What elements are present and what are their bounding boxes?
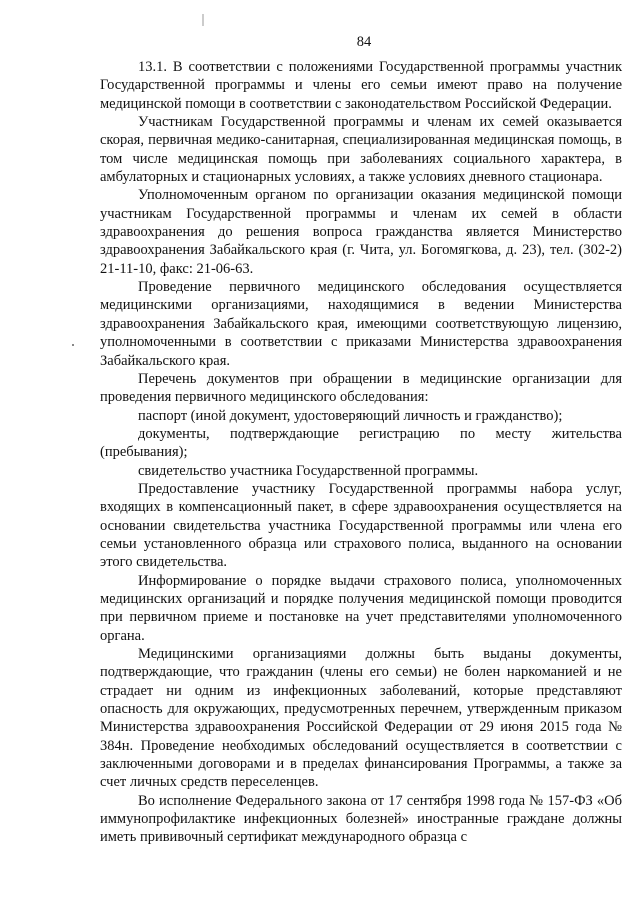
margin-mark — [72, 344, 74, 346]
paragraph-primary-examination: Проведение первичного медицинского обследования осуществляется медицинскими организациями, находящимися в ведении Министерства здравоохранения Забайкальского края, имеющими соответствующую лицензию, уполномоченными в соответствии с приказами Министерства здравоохранения Забайкальского края. — [100, 279, 622, 369]
list-item-participant-certificate: свидетельство участника Государственной программы. — [138, 462, 479, 479]
paragraph-compensation-package: Предоставление участнику Государственной программы набора услуг, входящих в компенсационный пакет, в сфере здравоохранения осуществляется на основании свидетельства участника Государственной программы или члена его семьи установленного образца или страхового полиса, выданного на основании этого свидетельства. — [100, 480, 622, 571]
paragraph-medical-care-types: Участникам Государственной программы и членам их семей оказывается скорая, первичная медико-санитарная, специализированная медицинская помощь, в том числе медицинская помощь при заболеваниях социального характера, в амбулаторных и стационарных условиях, а также условиях дневного стационара. — [100, 114, 622, 186]
paragraph-health-documents: Медицинскими организациями должны быть выданы документы, подтверждающие, что гражданин (члены его семьи) не болен наркоманией и не страдает ни одним из инфекционных заболеваний, которые представляют опасность для окружающих, предусмотренных перечнем, утвержденным приказом Министерства здравоохранения Российской Федерации от 29 июня 2015 года № 384н. Проведение необходимых обследований осуществляется в соответствии с заключенными договорами и в пределах финансирования Программы, а также за счет личных средств переселенцев. — [100, 646, 622, 791]
paragraph-section-13-1: 13.1. В соответствии с положениями Государственной программы участник Государственной программы и члены его семьи имеют право на получение медицинской помощи в соответствии с законодательством Российской Федерации. — [100, 59, 622, 112]
paragraph-insurance-info: Информирование о порядке выдачи страхового полиса, уполномоченных медицинских организаций и порядке получения медицинской помощи проводится при первичном приеме и постановке на учет представителями уполномоченного органа. — [100, 572, 622, 644]
scan-artifact — [202, 14, 204, 26]
document-body — [100, 58, 622, 847]
paragraph-documents-list-intro: Перечень документов при обращении в медицинские организации для проведения первичного медицинского обследования: — [100, 370, 622, 406]
paragraph-authorized-body: Уполномоченным органом по организации оказания медицинской помощи участникам Государственной программы и членам их семей в области здравоохранения до решения вопроса гражданства является Министерство здравоохранения Забайкальского края (г. Чита, ул. Богомягкова, д. 23), тел. (302-2) 21-11-10, факс: 21-06-63. — [100, 187, 622, 277]
list-item-registration-documents: документы, подтверждающие регистрацию по месту жительства (пребывания); — [100, 425, 622, 461]
paragraph-immunization-law: Во исполнение Федерального закона от 17 сентября 1998 года № 157-ФЗ «Об иммунопрофилактике инфекционных болезней» иностранные граждане должны иметь прививочный сертификат международного образца с — [100, 792, 622, 846]
list-item-passport: паспорт (иной документ, удостоверяющий личность и гражданство); — [138, 407, 563, 424]
page-number: 84 — [356, 34, 372, 50]
